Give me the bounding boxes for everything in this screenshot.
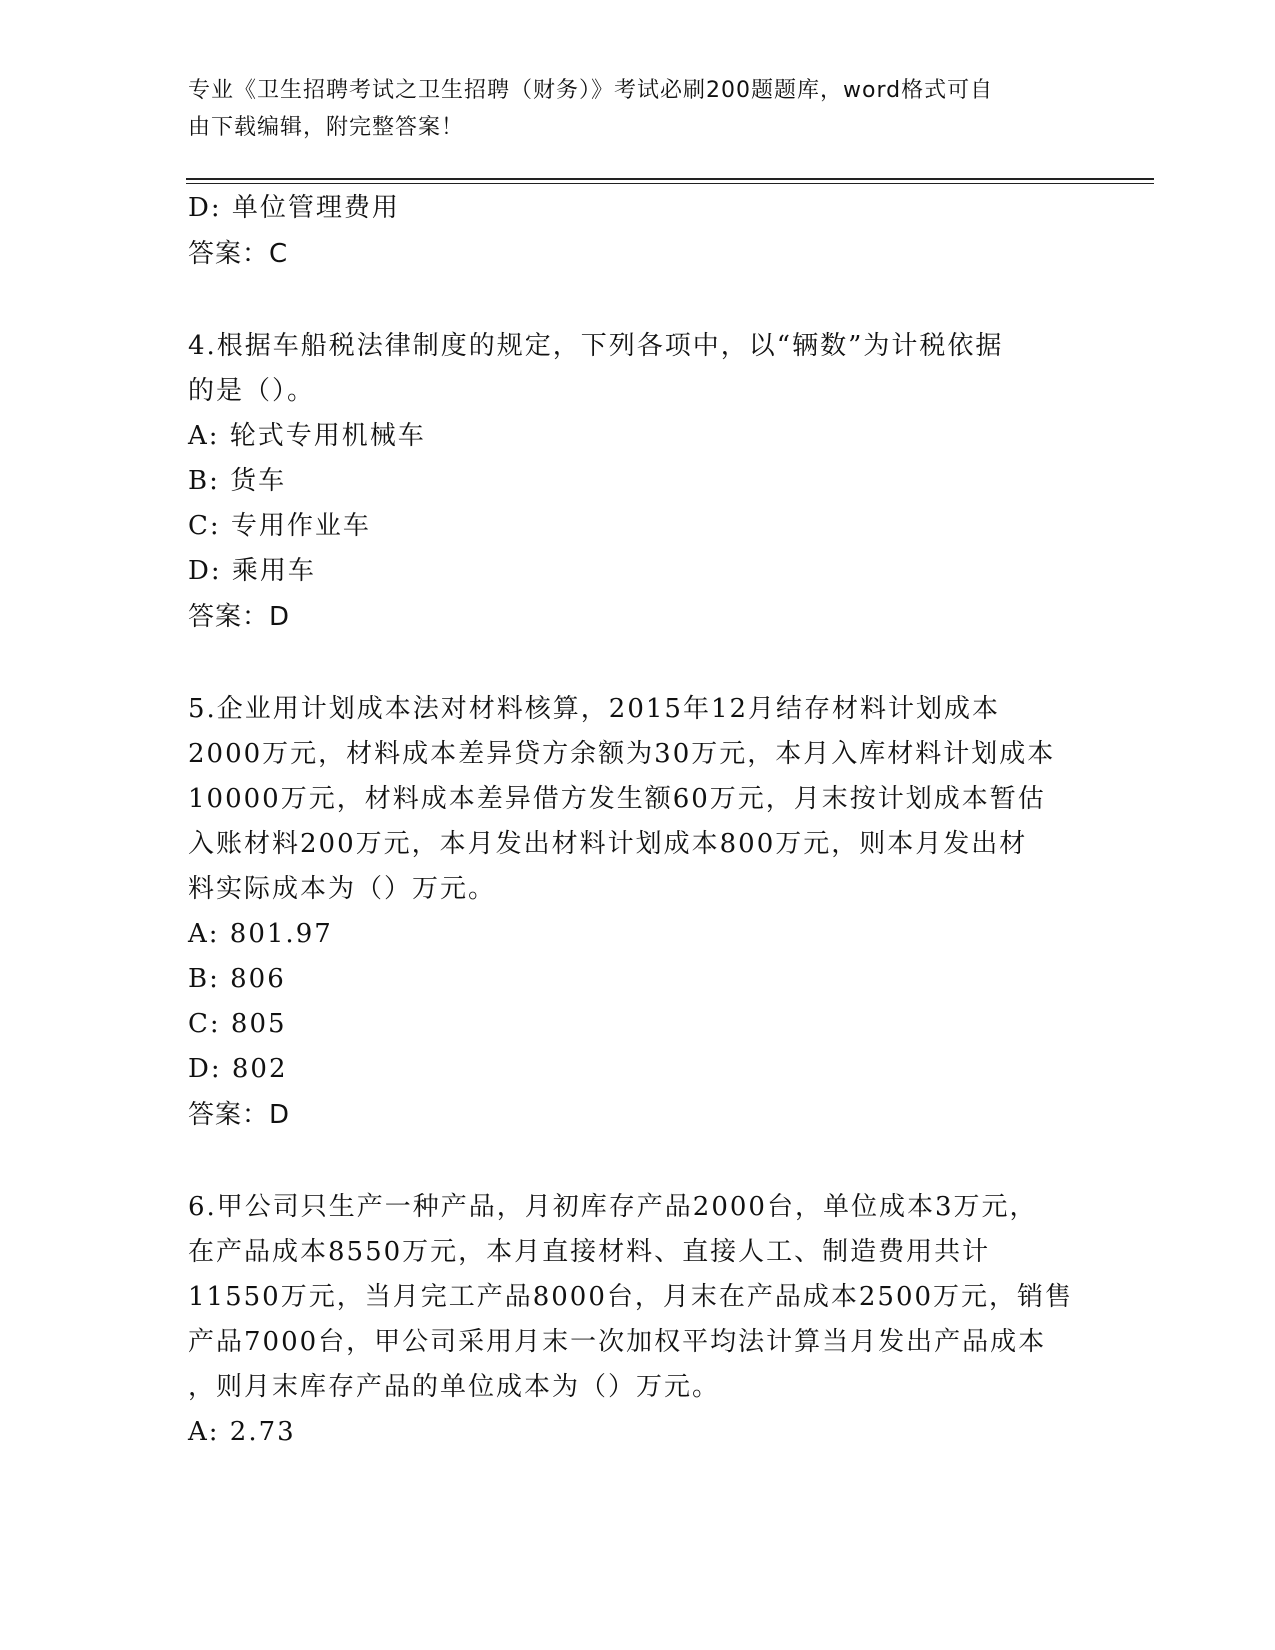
question-line: ，则月末库存产品的单位成本为（）万元。 (188, 1372, 721, 1402)
question-line: 2000万元，材料成本差异贷方余额为30万元，本月入库材料计划成本 (188, 739, 1056, 769)
question-text (188, 687, 1088, 912)
option-d: D: 单位管理费用 (188, 193, 400, 223)
question-line: 入账材料200万元，本月发出材料计划成本800万元，则本月发出材 (188, 829, 1028, 859)
option-a: A: 801.97 (188, 919, 333, 949)
question-line: 6.甲公司只生产一种产品，月初库存产品2000台，单位成本3万元， (188, 1192, 1038, 1222)
question-line: 在产品成本8550万元，本月直接材料、直接人工、制造费用共计 (188, 1237, 991, 1267)
question-text (188, 324, 1088, 414)
option-a: A: 轮式专用机械车 (188, 421, 426, 451)
option-d: D: 乘用车 (188, 556, 316, 586)
answer: 答案：C (188, 239, 289, 269)
option-c: C: 805 (188, 1009, 287, 1039)
question-line: 5.企业用计划成本法对材料核算，2015年12月结存材料计划成本 (188, 694, 1001, 724)
question-line: 的是（）。 (188, 376, 316, 406)
option-b: B: 806 (188, 964, 286, 994)
question-line: 产品7000台，甲公司采用月末一次加权平均法计算当月发出产品成本 (188, 1327, 1047, 1357)
question-4 (188, 324, 1088, 640)
answer: 答案：D (188, 1100, 291, 1130)
question-line: 料实际成本为（）万元。 (188, 874, 497, 904)
document-header (188, 72, 1088, 146)
header-divider-thin (186, 183, 1154, 184)
question-line: 10000万元，材料成本差异借方发生额60万元，月末按计划成本暂估 (188, 784, 1046, 814)
header-line-1: 专业《卫生招聘考试之卫生招聘（财务）》考试必刷200题题库，word格式可自 (188, 78, 994, 103)
option-c: C: 专用作业车 (188, 511, 371, 541)
question-line: 11550万元，当月完工产品8000台，月末在产品成本2500万元，销售 (188, 1282, 1074, 1312)
answer: 答案：D (188, 602, 291, 632)
question-line: 4.根据车船税法律制度的规定，下列各项中，以“辆数”为计税依据 (188, 331, 1004, 361)
option-b: B: 货车 (188, 466, 287, 496)
header-divider (186, 178, 1154, 180)
question-text (188, 1185, 1088, 1410)
document-body (188, 186, 1088, 1455)
option-a: A: 2.73 (188, 1417, 296, 1447)
question-5 (188, 687, 1088, 1138)
option-d: D: 802 (188, 1054, 288, 1084)
question-6 (188, 1185, 1088, 1455)
header-line-2: 由下载编辑，附完整答案！ (188, 115, 465, 140)
